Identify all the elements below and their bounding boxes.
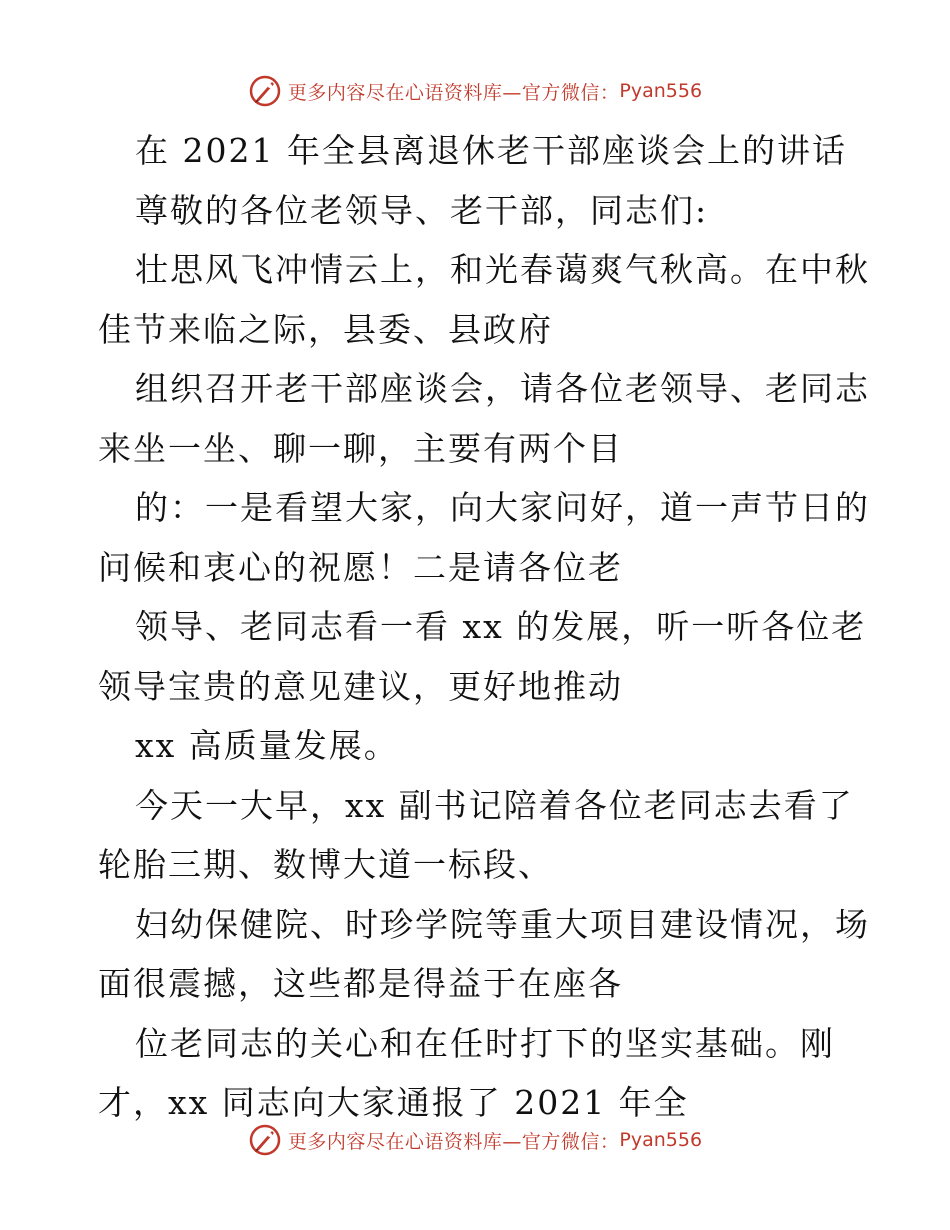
paragraph-line: 妇幼保健院、时珍学院等重大项目建设情况，场 (135, 904, 870, 944)
paragraph-line: 来坐一坐、聊一聊，主要有两个目 (98, 428, 623, 468)
quill-pen-logo-icon (248, 1123, 282, 1157)
banner-text: 更多内容尽在心语资料库—官方微信： (287, 1130, 620, 1153)
paragraph-line: 才，xx 同志向大家通报了 2021 年全 (98, 1083, 689, 1122)
paragraph-line: 佳节来临之际，县委、县政府 (98, 309, 553, 349)
paragraph-line: xx 高质量发展。 (135, 726, 399, 765)
footer-watermark-banner (0, 1120, 950, 1160)
paragraph-line: 位老同志的关心和在任时打下的坚实基础。刚 (135, 1023, 835, 1063)
paragraph-line: 领导宝贵的意见建议，更好地推动 (98, 666, 623, 706)
paragraph-line: 壮思风飞冲情云上，和光春蔼爽气秋高。在中秋 (135, 250, 870, 289)
paragraph-line: 的：一是看望大家，向大家问好，道一声节日的 (135, 488, 870, 527)
document-body (98, 121, 868, 1133)
salutation-line: 尊敬的各位老领导、老干部，同志们: (135, 190, 709, 230)
quill-pen-logo-icon (248, 74, 282, 108)
banner-text: 更多内容尽在心语资料库—官方微信： (287, 81, 620, 104)
paragraph-line: 轮胎三期、数博大道一标段、 (98, 845, 553, 884)
paragraph-line: 面很震撼，这些都是得益于在座各 (98, 964, 623, 1003)
banner-wechat-id: Pyan556 (619, 80, 703, 102)
paragraph-line: 组织召开老干部座谈会，请各位老领导、老同志 (135, 369, 870, 408)
paragraph-line: 问候和衷心的祝愿！二是请各位老 (98, 547, 623, 587)
paragraph-line: 今天一大早，xx 副书记陪着各位老同志去看了 (135, 785, 854, 825)
document-title: 在 2021 年全县离退休老干部座谈会上的讲话 (135, 131, 847, 170)
paragraph-line: 领导、老同志看一看 xx 的发展，听一听各位老 (135, 607, 867, 646)
header-watermark-banner (0, 71, 950, 111)
banner-wechat-id: Pyan556 (619, 1129, 703, 1151)
